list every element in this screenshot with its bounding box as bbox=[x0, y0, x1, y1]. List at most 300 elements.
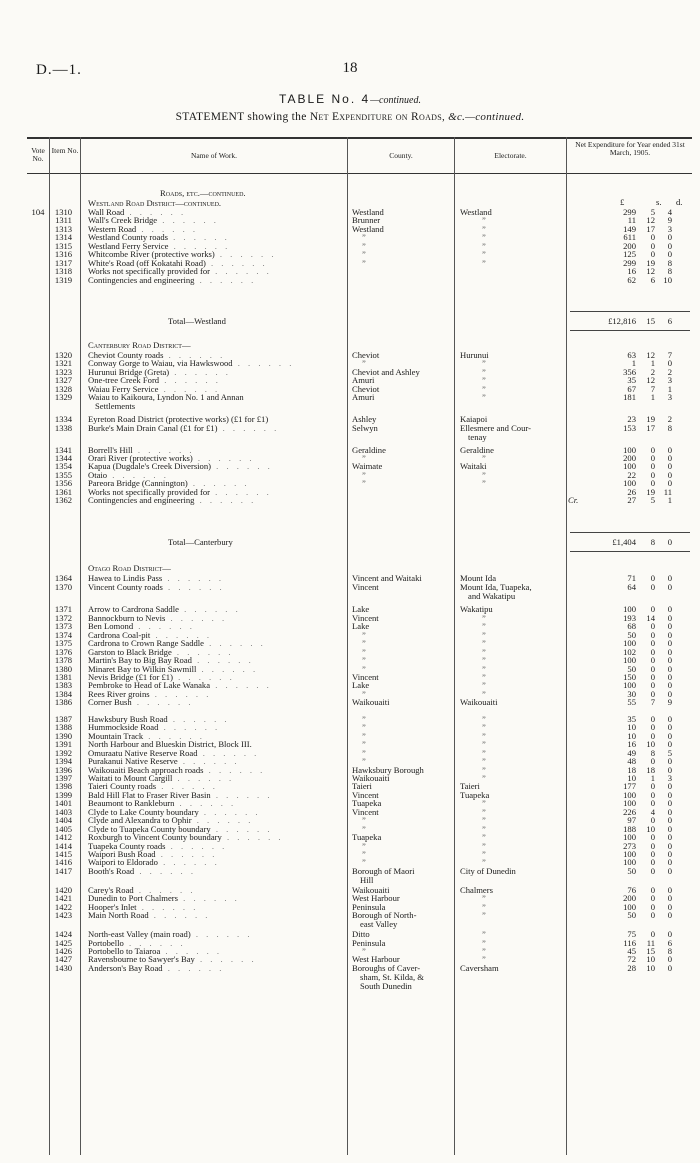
leader-dots: . . . . . . bbox=[107, 470, 169, 480]
amount-pence: 5 bbox=[667, 747, 672, 758]
amount-pence: 8 bbox=[667, 266, 672, 277]
leader-dots: . . . . . . bbox=[157, 858, 220, 868]
amount-pounds: 50 bbox=[627, 663, 636, 674]
amount-shillings: 12 bbox=[646, 215, 655, 226]
leader-dots: . . . . . . bbox=[132, 445, 195, 455]
leader-dots: . . . . . . bbox=[124, 208, 187, 217]
leader-dots: . . . . . . bbox=[211, 462, 273, 472]
table-title-suffix: —continued. bbox=[370, 95, 421, 106]
amount-shillings: 0 bbox=[650, 680, 655, 691]
amount-pence: 0 bbox=[667, 954, 672, 965]
row-electorate: ” bbox=[482, 757, 486, 766]
row-item: 1381 bbox=[54, 672, 73, 682]
row-county: West Harbour bbox=[352, 955, 400, 965]
leader-dots: . . . . . . bbox=[155, 850, 218, 859]
amount-pence: 0 bbox=[667, 581, 672, 592]
amount-pence: 8 bbox=[667, 945, 672, 956]
row-county: ” bbox=[362, 850, 366, 859]
leader-dots: . . . . . . bbox=[196, 664, 259, 674]
amount-shillings: 14 bbox=[646, 612, 655, 623]
row-item: 1424 bbox=[54, 929, 73, 939]
row-name-text: Waipori Bush Road bbox=[88, 850, 156, 859]
leader-dots: . . . . . . bbox=[163, 351, 226, 360]
leader-dots: . . . . . . bbox=[205, 258, 268, 268]
row-item: 1338 bbox=[54, 422, 73, 433]
amount-pounds: 200 bbox=[623, 240, 636, 251]
row-item: 1310 bbox=[54, 207, 73, 217]
amount-pounds: 356 bbox=[623, 366, 636, 377]
amount-pence: 0 bbox=[667, 444, 672, 455]
row-county: Hawksbury Borough bbox=[352, 765, 424, 775]
amount-shillings: 17 bbox=[646, 422, 655, 433]
row-name-text: One-tree Creek Ford bbox=[88, 376, 160, 386]
row-name-text: Wall Road bbox=[88, 208, 125, 217]
row-item: 1341 bbox=[54, 444, 73, 455]
row-electorate: ” bbox=[482, 664, 486, 674]
row-county: Cheviot bbox=[352, 384, 380, 394]
row-name-text: Mountain Track bbox=[88, 731, 144, 741]
row-electorate: ” bbox=[482, 946, 486, 956]
table-row bbox=[0, 962, 700, 991]
row-name-text: Portobello bbox=[88, 938, 124, 948]
col-head-electorate: Electorate. bbox=[494, 151, 527, 160]
amount-shillings: 19 bbox=[646, 414, 655, 425]
currency-pounds: £ bbox=[620, 197, 625, 207]
amount-shillings: 19 bbox=[646, 257, 655, 268]
currency-pence: d. bbox=[676, 197, 683, 207]
amount-pounds: 68 bbox=[627, 621, 636, 632]
row-electorate: ” bbox=[482, 858, 486, 868]
row-item: 1423 bbox=[54, 910, 73, 921]
row-item: 1388 bbox=[54, 722, 73, 733]
amount-pence: 0 bbox=[667, 929, 672, 939]
row-item: 1361 bbox=[54, 486, 73, 497]
row-electorate: ” bbox=[482, 622, 486, 632]
row-electorate: Mount Ida bbox=[460, 574, 497, 583]
currency-shillings: s. bbox=[656, 197, 662, 207]
row-county: Cheviot bbox=[352, 351, 380, 360]
row-item: 1383 bbox=[54, 680, 73, 691]
amount-pence: 8 bbox=[667, 257, 672, 268]
amount-shillings: 0 bbox=[650, 849, 655, 859]
amount-pounds: 11 bbox=[627, 215, 636, 226]
amount-shillings: 0 bbox=[650, 832, 655, 843]
table-title-main: TABLE No. 4 bbox=[279, 92, 371, 106]
row-electorate: ” bbox=[482, 479, 486, 489]
row-electorate: ” bbox=[482, 639, 486, 649]
leader-dots: . . . . . . bbox=[191, 816, 254, 826]
row-name-text: Tuapeka County roads bbox=[88, 841, 166, 851]
row-item: 1404 bbox=[54, 815, 73, 826]
amount-pounds: 188 bbox=[623, 823, 636, 834]
amount-pence: 0 bbox=[667, 756, 672, 766]
row-name-text: Taieri County roads bbox=[88, 782, 157, 792]
amount-pounds: 64 bbox=[627, 581, 636, 592]
leader-dots: . . . . . . bbox=[190, 930, 253, 939]
row-item: 1398 bbox=[54, 781, 73, 792]
row-county: Ashley bbox=[352, 415, 377, 425]
amount-pounds: 273 bbox=[623, 840, 636, 851]
amount-pounds: 100 bbox=[623, 789, 636, 800]
row-county: Tuapeka bbox=[352, 833, 382, 843]
row-electorate: ” bbox=[482, 894, 486, 904]
row-name bbox=[88, 393, 350, 402]
row-name bbox=[88, 698, 350, 707]
row-county: Ditto bbox=[352, 930, 370, 939]
col-head-name: Name of Work. bbox=[190, 151, 238, 160]
row-item: 1320 bbox=[54, 350, 73, 360]
amount-prefix: Cr. bbox=[568, 495, 579, 506]
row-electorate: ” bbox=[482, 807, 486, 817]
total-label: Total—Canterbury bbox=[168, 537, 233, 547]
row-item: 1319 bbox=[54, 274, 73, 285]
amount-shillings: 0 bbox=[650, 581, 655, 592]
amount-pounds: 55 bbox=[627, 697, 636, 708]
doc-reference: D.—1. bbox=[36, 62, 82, 78]
amount-pence: 0 bbox=[667, 629, 672, 640]
row-name-text: Roxburgh to Vincent County boundary bbox=[88, 833, 222, 843]
amount-shillings: 0 bbox=[650, 722, 655, 733]
amount-shillings: 0 bbox=[650, 713, 655, 724]
amount-pounds: 177 bbox=[623, 781, 636, 792]
amount-pounds: 125 bbox=[623, 249, 636, 260]
row-item: 1380 bbox=[54, 663, 73, 674]
amount-shillings: 1 bbox=[650, 772, 655, 783]
row-electorate: ” bbox=[482, 816, 486, 826]
row-electorate: Waitaki bbox=[460, 462, 487, 472]
row-county: Geraldine bbox=[352, 445, 386, 455]
amount-pence: 0 bbox=[667, 612, 672, 623]
total-shillings: 8 bbox=[650, 537, 655, 547]
amount-shillings: 0 bbox=[650, 452, 655, 463]
row-item: 1362 bbox=[54, 495, 73, 506]
row-electorate: ” bbox=[482, 673, 486, 682]
amount-shillings: 0 bbox=[650, 798, 655, 809]
leader-dots: . . . . . . bbox=[198, 807, 261, 817]
row-county: ” bbox=[362, 816, 366, 826]
amount-shillings: 0 bbox=[650, 444, 655, 455]
row-county: Taieri bbox=[352, 782, 372, 792]
amount-pounds: 10 bbox=[627, 722, 636, 733]
row-name-text: Anderson's Bay Road bbox=[88, 963, 163, 973]
row-county: Waikouaiti bbox=[352, 698, 390, 708]
amount-pounds: 226 bbox=[623, 806, 636, 817]
amount-pence: 0 bbox=[667, 663, 672, 674]
row-name-text: Westland County roads bbox=[88, 233, 168, 243]
row-county: Boroughs of Caver- bbox=[352, 963, 421, 973]
amount-pounds: 100 bbox=[623, 798, 636, 809]
row-county: Westland bbox=[352, 224, 384, 234]
section-heading: Otago Road District— bbox=[88, 563, 171, 573]
row-electorate: Waikouaiti bbox=[460, 698, 498, 708]
row-item: 1318 bbox=[54, 266, 73, 277]
amount-pence: 7 bbox=[667, 350, 672, 360]
row-county: ” bbox=[362, 647, 366, 657]
amount-shillings: 0 bbox=[650, 638, 655, 649]
row-name-text: Burke's Main Drain Canal (£1 for £1) bbox=[88, 423, 218, 433]
row-electorate: ” bbox=[482, 216, 486, 226]
leader-dots: . . . . . . bbox=[194, 496, 257, 506]
row-name-text: Conway Gorge to Waiau, via Hawkswood bbox=[88, 359, 233, 369]
row-item: 1354 bbox=[54, 461, 73, 472]
leader-dots: . . . . . . bbox=[156, 782, 218, 792]
amount-pence: 0 bbox=[667, 461, 672, 472]
leader-dots: . . . . . . bbox=[150, 630, 213, 640]
amount-shillings: 17 bbox=[646, 223, 655, 234]
row-item: 1412 bbox=[54, 832, 73, 843]
amount-pounds: 10 bbox=[627, 730, 636, 741]
amount-pence: 2 bbox=[667, 414, 672, 425]
leader-dots: . . . . . . bbox=[131, 698, 194, 708]
amount-shillings: 0 bbox=[650, 469, 655, 480]
row-name-text: Beaumont to Rankleburn bbox=[88, 799, 175, 809]
row-item: 1375 bbox=[54, 638, 73, 649]
col-head-net: Net Expenditure for Year ended 31st March, 1905. bbox=[575, 140, 685, 157]
leader-dots: . . . . . . bbox=[191, 656, 254, 666]
amount-pence: 0 bbox=[667, 713, 672, 724]
amount-shillings: 7 bbox=[650, 697, 655, 708]
amount-pounds: 100 bbox=[623, 680, 636, 691]
amount-pounds: 181 bbox=[623, 392, 636, 403]
amount-shillings: 0 bbox=[650, 789, 655, 800]
row-county: ” bbox=[362, 858, 366, 868]
amount-pounds: 35 bbox=[627, 713, 636, 724]
leader-dots: . . . . . . bbox=[221, 833, 284, 843]
leader-dots: . . . . . . bbox=[197, 748, 260, 758]
amount-pence: 4 bbox=[667, 207, 672, 217]
col-head-county: County. bbox=[389, 151, 413, 160]
row-name-text: Contingencies and engineering bbox=[88, 275, 195, 285]
row-name-text: Bannockburn to Nevis bbox=[88, 613, 166, 623]
row-name bbox=[88, 424, 350, 433]
amount-shillings: 1 bbox=[650, 392, 655, 403]
row-item: 1356 bbox=[54, 478, 73, 489]
amount-pence: 0 bbox=[667, 806, 672, 817]
amount-pounds: 50 bbox=[627, 910, 636, 921]
leader-dots: . . . . . . bbox=[162, 582, 225, 592]
row-county: Vincent bbox=[352, 613, 379, 623]
row-name-text: Martin's Bay to Big Bay Road bbox=[88, 656, 192, 666]
leader-dots: . . . . . . bbox=[133, 622, 195, 632]
amount-pounds: 100 bbox=[623, 849, 636, 859]
row-name-text: Corner Bush bbox=[88, 698, 132, 708]
row-name-text: Pembroke to Head of Lake Wanaka bbox=[88, 681, 211, 691]
row-county: Lake bbox=[352, 605, 370, 615]
total-row bbox=[0, 538, 700, 547]
row-name-text: Hummockside Road bbox=[88, 723, 159, 733]
amount-pence: 0 bbox=[667, 638, 672, 649]
row-county: ” bbox=[362, 664, 366, 674]
amount-shillings: 18 bbox=[646, 764, 655, 775]
row-name-text: Waiau to Kaikoura, Lyndon No. 1 and Annan bbox=[88, 393, 244, 403]
row-county: ” bbox=[362, 453, 366, 463]
total-row bbox=[0, 317, 700, 326]
amount-pounds: 50 bbox=[627, 629, 636, 640]
amount-pounds: 22 bbox=[627, 469, 636, 480]
amount-pence: 0 bbox=[667, 849, 672, 859]
leader-dots: . . . . . . bbox=[133, 885, 196, 895]
leader-dots: . . . . . . bbox=[192, 453, 255, 463]
row-item: 1403 bbox=[54, 806, 73, 817]
row-county: ” bbox=[362, 757, 366, 766]
amount-shillings: 10 bbox=[646, 962, 655, 973]
amount-shillings: 0 bbox=[650, 249, 655, 260]
row-county-cont2: South Dunedin bbox=[360, 981, 412, 991]
row-item: 1316 bbox=[54, 249, 73, 260]
amount-shillings: 0 bbox=[650, 756, 655, 766]
amount-shillings: 0 bbox=[650, 840, 655, 851]
row-electorate: Geraldine bbox=[460, 445, 494, 455]
row-electorate: ” bbox=[482, 714, 486, 724]
row-item: 1344 bbox=[54, 452, 73, 463]
amount-pounds: 50 bbox=[627, 865, 636, 876]
amount-shillings: 0 bbox=[650, 646, 655, 657]
amount-shillings: 0 bbox=[650, 604, 655, 615]
row-name-text: Waipori to Eldorado bbox=[88, 858, 158, 868]
amount-shillings: 0 bbox=[650, 688, 655, 699]
section-heading: Westland Road District—continued. bbox=[88, 198, 222, 208]
amount-pounds: 76 bbox=[627, 884, 636, 895]
leader-dots: . . . . . . bbox=[148, 911, 211, 921]
total-label: Total—Westland bbox=[168, 316, 226, 326]
row-county: Peninsula bbox=[352, 902, 386, 912]
row-item: 1392 bbox=[54, 747, 73, 758]
row-name-text: Portobello to Taiaroa bbox=[88, 946, 161, 956]
row-name-text: Orari River (protective works) bbox=[88, 453, 193, 463]
row-item: 1315 bbox=[54, 240, 73, 251]
row-county: ” bbox=[362, 731, 366, 741]
total-rule bbox=[570, 311, 690, 312]
row-name bbox=[88, 583, 350, 592]
row-name-text: Garston to Black Bridge bbox=[88, 647, 172, 657]
amount-pounds: 67 bbox=[627, 383, 636, 394]
leader-dots: . . . . . . bbox=[143, 731, 205, 741]
amount-pounds: 1 bbox=[631, 358, 636, 369]
leader-dots: . . . . . . bbox=[136, 224, 199, 234]
amount-pounds: 116 bbox=[623, 937, 636, 948]
row-name-text: Wall's Creek Bridge bbox=[88, 216, 158, 226]
row-name-text: Cardrona Coal-pit bbox=[88, 630, 151, 640]
amount-shillings: 0 bbox=[650, 815, 655, 826]
leader-dots: . . . . . . bbox=[165, 613, 228, 623]
amount-pence: 0 bbox=[667, 857, 672, 868]
table-row bbox=[0, 910, 700, 930]
amount-pence: 1 bbox=[667, 383, 672, 394]
leader-dots: . . . . . . bbox=[177, 757, 240, 766]
amount-pence: 0 bbox=[667, 730, 672, 741]
row-item: 1416 bbox=[54, 857, 73, 868]
amount-pence: 2 bbox=[667, 366, 672, 377]
amount-pence: 0 bbox=[667, 764, 672, 775]
row-electorate: ” bbox=[482, 376, 486, 386]
amount-pounds: 30 bbox=[627, 688, 636, 699]
row-electorate: ” bbox=[482, 723, 486, 733]
amount-pounds: 299 bbox=[623, 207, 636, 217]
amount-pounds: 48 bbox=[627, 756, 636, 766]
row-name-text: North Harbour and Blueskin District, Block III. bbox=[88, 740, 252, 750]
row-name-text: Waitati to Mount Cargill bbox=[88, 773, 173, 783]
amount-pence: 9 bbox=[667, 215, 672, 226]
row-item: 1371 bbox=[54, 604, 73, 615]
row-item: 1430 bbox=[54, 962, 73, 973]
amount-pounds: 71 bbox=[627, 573, 636, 583]
statement-suffix: , &c.—continued. bbox=[441, 111, 525, 123]
row-item: 1386 bbox=[54, 697, 73, 708]
row-electorate: Westland bbox=[460, 208, 492, 217]
row-electorate: ” bbox=[482, 765, 486, 775]
amount-pence: 0 bbox=[667, 815, 672, 826]
amount-shillings: 0 bbox=[650, 621, 655, 632]
amount-pence: 0 bbox=[667, 655, 672, 666]
amount-pounds: 100 bbox=[623, 832, 636, 843]
row-electorate: ” bbox=[482, 647, 486, 657]
row-name-text: Ben Lomond bbox=[88, 622, 134, 632]
leader-dots: . . . . . . bbox=[178, 894, 240, 904]
row-item: 1394 bbox=[54, 756, 73, 766]
row-name-text: Omuraatu Native Reserve Road bbox=[88, 748, 198, 758]
row-electorate: ” bbox=[482, 258, 486, 268]
row-electorate: Ellesmere and Cour- bbox=[460, 423, 531, 433]
leader-dots: . . . . . . bbox=[178, 605, 241, 615]
amount-shillings: 0 bbox=[650, 857, 655, 868]
row-county: Brunner bbox=[352, 216, 381, 226]
row-electorate: ” bbox=[482, 393, 486, 403]
amount-pounds: 100 bbox=[623, 638, 636, 649]
row-county: ” bbox=[362, 824, 366, 834]
leader-dots: . . . . . . bbox=[214, 250, 277, 260]
row-item: 1314 bbox=[54, 232, 73, 243]
row-name-text: Minaret Bay to Wilkin Sawmill bbox=[88, 664, 197, 674]
row-county: Tuapeka bbox=[352, 799, 382, 809]
amount-pounds: 100 bbox=[623, 444, 636, 455]
row-county: Westland bbox=[352, 208, 384, 217]
amount-shillings: 12 bbox=[646, 266, 655, 277]
row-electorate: ” bbox=[482, 613, 486, 623]
row-name-text: Otaio bbox=[88, 470, 108, 480]
amount-pence: 0 bbox=[667, 604, 672, 615]
amount-pence: 0 bbox=[667, 722, 672, 733]
leader-dots: . . . . . . bbox=[217, 423, 280, 433]
row-name-cont: Settlements bbox=[95, 402, 136, 412]
row-item: 1397 bbox=[54, 772, 73, 783]
row-county: Waikouaiti bbox=[352, 773, 390, 783]
row-item: 1311 bbox=[55, 215, 72, 226]
amount-pence: 0 bbox=[667, 893, 672, 904]
amount-pounds: 611 bbox=[623, 232, 636, 243]
leader-dots: . . . . . . bbox=[159, 376, 221, 386]
amount-shillings: 0 bbox=[650, 232, 655, 243]
amount-shillings: 19 bbox=[646, 486, 655, 497]
row-item: 1414 bbox=[54, 840, 73, 851]
row-electorate: City of Dunedin bbox=[460, 866, 516, 876]
leader-dots: . . . . . . bbox=[209, 267, 272, 277]
row-county: ” bbox=[362, 639, 366, 649]
amount-shillings: 0 bbox=[650, 893, 655, 904]
amount-shillings: 0 bbox=[650, 240, 655, 251]
row-county: Lake bbox=[352, 622, 370, 632]
row-electorate: ” bbox=[482, 367, 486, 377]
row-item: 1427 bbox=[54, 954, 73, 965]
row-item: 1426 bbox=[54, 945, 73, 956]
amount-pence: 11 bbox=[663, 486, 672, 497]
amount-pence: 0 bbox=[667, 240, 672, 251]
leader-dots: . . . . . . bbox=[172, 773, 235, 783]
amount-pence: 0 bbox=[667, 884, 672, 895]
row-electorate: ” bbox=[482, 453, 486, 463]
amount-pence: 0 bbox=[667, 901, 672, 912]
row-name-text: Eyreton Road District (protective works) (£1 for £1) bbox=[88, 415, 269, 425]
row-name bbox=[88, 276, 350, 285]
